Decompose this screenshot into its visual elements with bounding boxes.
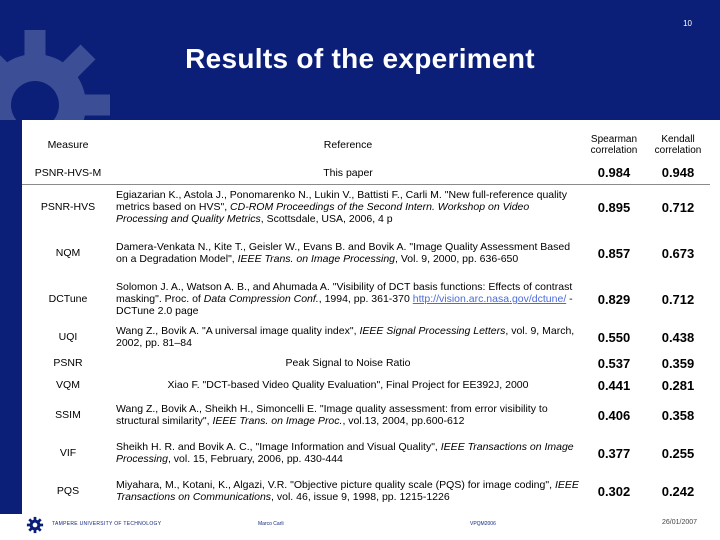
cell-spearman: 0.302 [597,483,631,499]
reference-venue: IEEE Trans. on Image Processing [237,253,396,265]
table-row [22,352,710,374]
reference-link[interactable]: http://vision.arc.nasa.gov/dctune/ [412,293,567,305]
table-body [22,162,710,510]
cell-spearman: 0.441 [597,377,631,393]
cell-measure: NQM [55,247,81,259]
cell-kendall: 0.281 [661,377,695,393]
cell-reference [114,352,582,374]
reference-text: Wang Z., Bovik A., Sheikh H., Simoncelli E. "Image quality assessment: from error visibility to structural similarity", [116,403,548,427]
table-header-row [22,128,710,162]
reference-text: , vol.13, 2004, pp.600-612 [342,415,465,427]
reference-venue: Data Compression Conf. [203,293,319,305]
cell-reference [114,276,582,322]
cell-reference [114,434,582,472]
reference-venue: CD-ROM Proceedings of the Second Intern. Workshop on Video Processing and Quality Metrics [116,201,530,226]
cell-measure: PSNR [53,357,83,369]
reference-venue: IEEE Transactions on Image Processing [116,441,574,465]
cell-spearman: 0.377 [597,445,631,461]
header-spearman: Spearman correlation [590,134,638,156]
reference-venue: IEEE Transactions on Communications [116,479,579,503]
cell-measure: UQI [58,331,78,343]
cell-reference [114,162,582,184]
results-table [22,128,710,510]
table-row [22,162,710,184]
reference-venue: IEEE Trans. on Image Proc. [212,415,343,427]
cell-kendall: 0.242 [661,483,695,499]
header-band [0,0,720,120]
table-row [22,434,710,472]
reference-text: - DCTune 2.0 page [116,293,573,317]
reference-text: Sheikh H. R. and Bovik A. C., "Image Information and Visual Quality", [116,441,441,453]
reference-text: , vol. 46, issue 9, 1998, pp. 1215-1226 [271,491,450,503]
university-logo-icon [26,516,44,534]
reference-text: Xiao F. "DCT-based Video Quality Evaluation", Final Project for EE392J, 2000 [167,379,529,391]
cell-spearman: 0.406 [597,407,631,423]
reference-text: Peak Signal to Noise Ratio [285,357,411,369]
reference-text: Miyahara, M., Kotani, K., Algazi, V.R. "Objective picture quality scale (PQS) for image coding", [116,479,555,491]
cell-spearman: 0.984 [582,162,646,184]
cell-spearman: 0.537 [597,355,631,371]
footer-event: VPQM2006 [470,521,496,527]
cell-spearman: 0.895 [597,199,631,215]
cell-reference [114,472,582,510]
cell-kendall: 0.358 [661,407,695,423]
cell-kendall: 0.712 [661,291,695,307]
page-number: 10 [683,19,692,28]
cell-reference [114,230,582,276]
cell-kendall: 0.948 [646,162,710,184]
cell-spearman: 0.550 [597,329,631,345]
cell-reference [114,374,582,396]
reference-text: This paper [323,166,373,179]
table-row [22,184,710,230]
cell-reference [114,322,582,352]
cell-reference [114,184,582,230]
reference-text: Solomon J. A., Watson A. B., and Ahumada A. "Visibility of DCT basis functions: Effects of contrast masking". Proc. of [116,281,573,305]
cell-kendall: 0.438 [661,329,695,345]
reference-text: , 1994, pp. 361-370 [318,293,413,305]
header-measure: Measure [47,139,89,151]
table-row [22,472,710,510]
footer-band [0,514,720,540]
footer-university: TAMPERE UNIVERSITY OF TECHNOLOGY [52,521,162,527]
slide-title: Results of the experiment [185,43,535,74]
reference-text: Damera-Venkata N., Kite T., Geisler W., Evans B. and Bovik A. "Image Quality Assessment Based on a Degradation Model", [116,241,571,265]
footer-date: 26/01/2007 [662,519,698,526]
table-row [22,276,710,322]
cell-kendall: 0.255 [661,445,695,461]
table-row [22,374,710,396]
reference-text: , Vol. 9, 2000, pp. 636-650 [395,253,519,265]
cell-measure: SSIM [55,409,81,421]
reference-text: , vol. 9, March, 2002, pp. 81–84 [116,325,575,349]
reference-text: Wang Z., Bovik A. "A universal image quality index", [116,325,360,337]
reference-text: , vol. 15, February, 2006, pp. 430-444 [167,453,343,465]
cell-kendall: 0.359 [661,355,695,371]
cell-measure: PQS [56,485,80,497]
cell-kendall: 0.712 [661,199,695,215]
footer-author: Marco Carli [258,521,284,527]
cell-kendall: 0.673 [661,245,695,261]
cell-reference [114,396,582,434]
cell-measure: VQM [56,379,80,391]
cell-spearman: 0.829 [597,291,631,307]
cell-spearman: 0.857 [597,245,631,261]
reference-text: , Scottsdale, USA, 2006, 4 p [260,213,393,226]
table-row [22,230,710,276]
left-accent-bar [0,120,22,520]
cell-measure: DCTune [48,293,88,305]
cell-measure: PSNR-HVS-M [22,162,114,184]
table-row [22,322,710,352]
header-reference: Reference [323,139,373,151]
header-kendall: Kendall correlation [654,134,702,156]
cell-measure: VIF [59,447,77,459]
table-row [22,396,710,434]
cell-measure: PSNR-HVS [40,201,96,214]
reference-text: Egiazarian K., Astola J., Ponomarenko N., Lukin V., Battisti F., Carli M. "New full-reference quality metrics based on HVS", [116,189,567,214]
reference-venue: IEEE Signal Processing Letters [359,325,506,337]
